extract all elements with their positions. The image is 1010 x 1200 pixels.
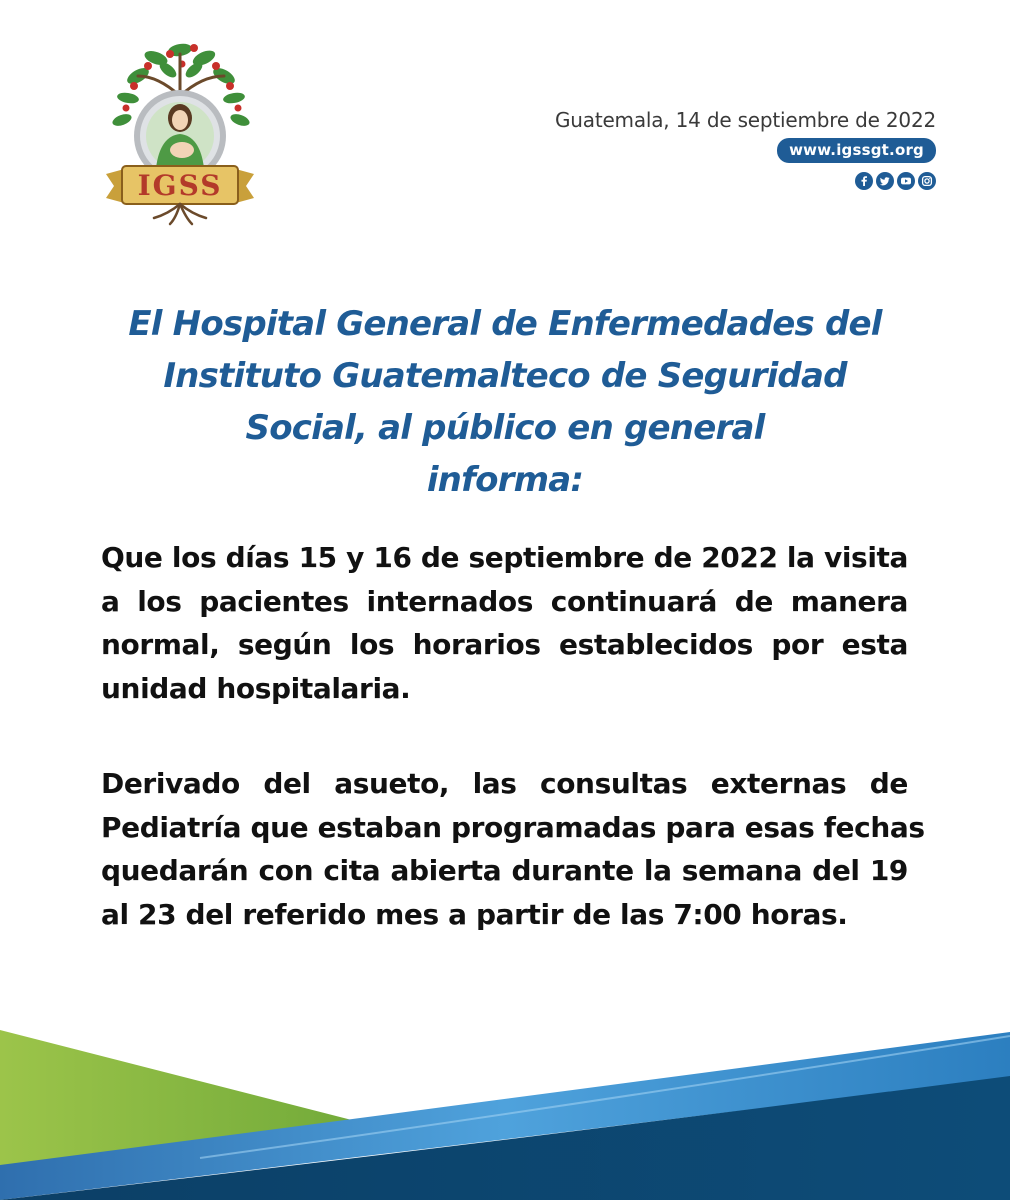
headline-line: Social, al público en general [245,408,765,448]
headline-line: Instituto Guatemalteco de Seguridad [163,356,847,396]
social-icons [555,172,936,190]
paragraph-line: Que los días 15 y 16 de septiembre de 2022 la visita [101,541,908,574]
headline [60,298,950,506]
youtube-icon[interactable] [897,172,915,190]
header-contact [555,108,936,190]
paragraph-line: quedarán con cita abierta durante la semana del 19 [101,854,908,887]
paragraph-line: normal, según los horarios establecidos por esta [101,628,908,661]
paragraph-line: Pediatría que estaban programadas para esas fechas [101,810,925,844]
headline-line: informa: [426,460,584,500]
igss-tree-logo-icon [98,36,262,226]
svg-text:IGSS: IGSS [137,169,223,202]
headline-line: El Hospital General de Enfermedades del [128,304,882,344]
website-link[interactable]: www.igssgt.org [777,138,936,163]
date-line: Guatemala, 14 de septiembre de 2022 [554,108,936,132]
paragraph-line: a los pacientes internados continuará de manera [101,584,908,618]
twitter-icon[interactable] [876,172,894,190]
footer-wave-decoration [0,1030,1010,1200]
paragraph-line: al 23 del referido mes a partir de las 7:00 horas. [101,897,848,931]
facebook-icon[interactable] [855,172,873,190]
paragraph-visits [101,536,908,710]
paragraph-pediatrics [101,762,925,936]
instagram-icon[interactable] [918,172,936,190]
paragraph-line: unidad hospitalaria. [101,671,411,705]
paragraph-line: Derivado del asueto, las consultas externas de [101,767,908,800]
